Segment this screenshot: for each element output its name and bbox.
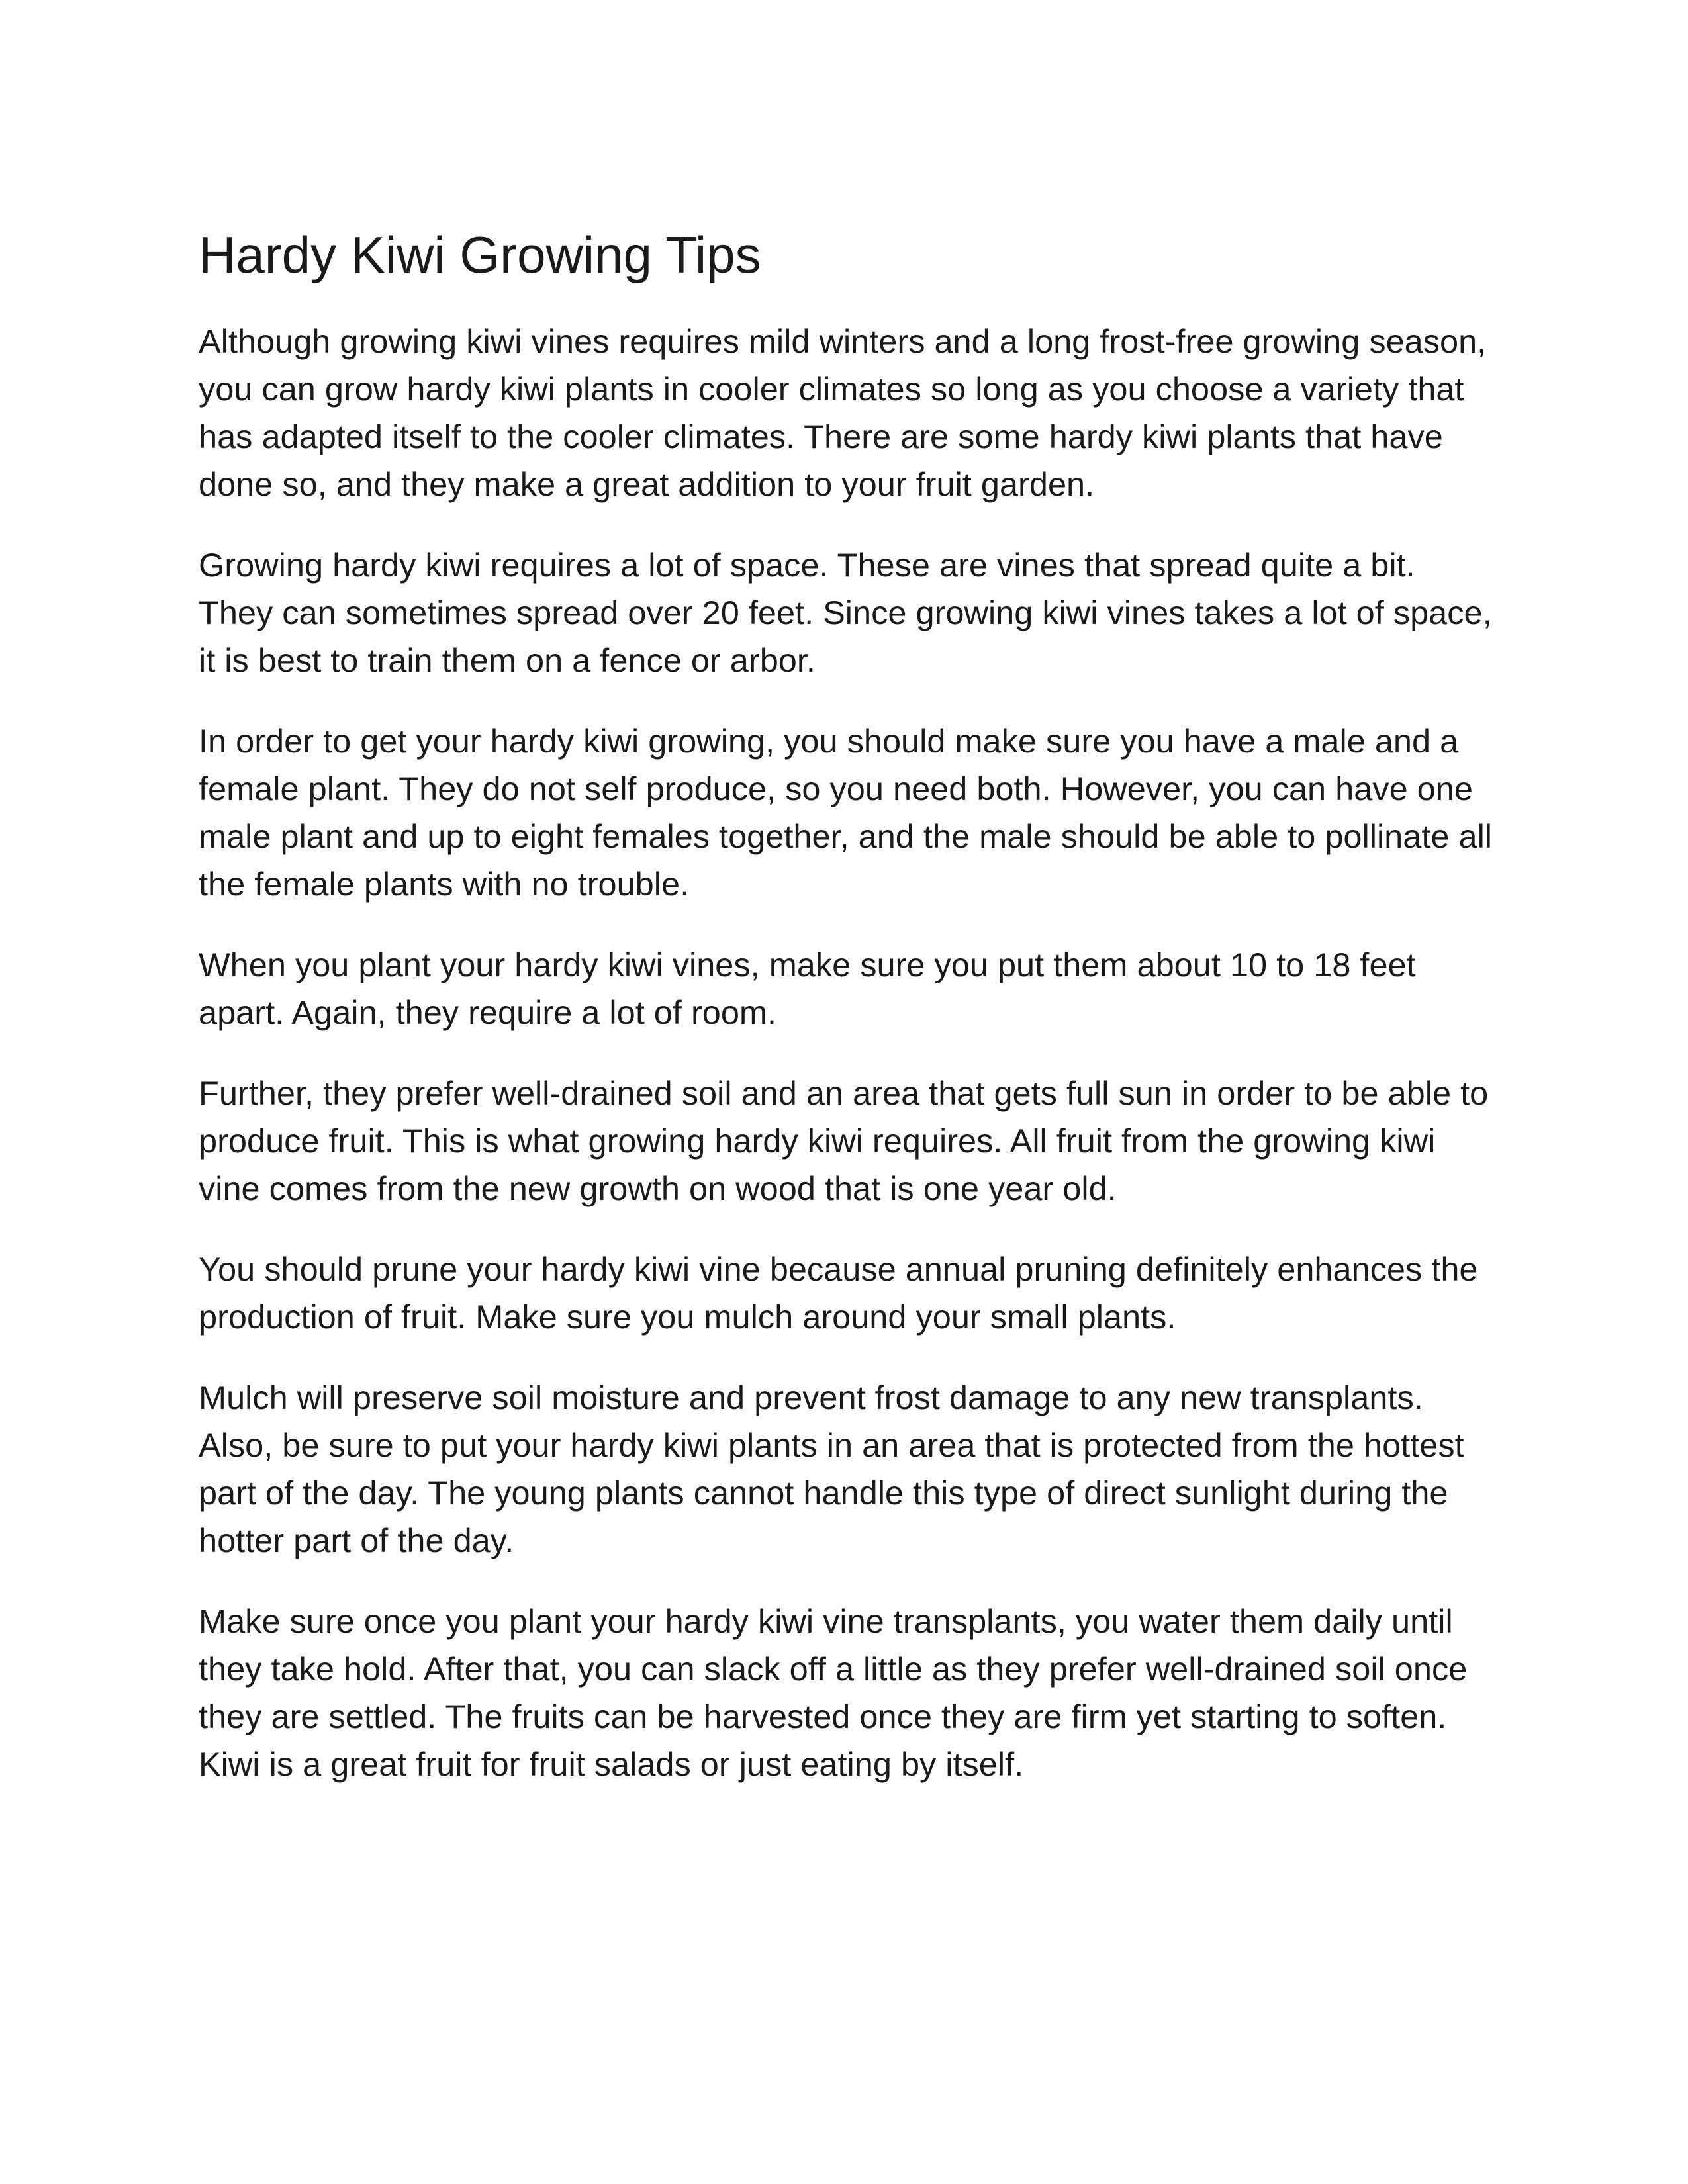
paragraph-1: Although growing kiwi vines requires mild winters and a long frost-free growing season, you can grow hardy kiwi plants in cooler climates so long as you choose a variety that has adapted itself to the cooler climates. There are some hardy kiwi plants that have done so, and they make a great addition to your fruit garden.: [199, 322, 1487, 503]
paragraph-5: Further, they prefer well-drained soil and an area that gets full sun in order to be able to produce fruit. This is what growing hardy kiwi requires. All fruit from the growing kiwi vine comes from the new growth on wood that is one year old.: [199, 1074, 1489, 1207]
paragraph-6: You should prune your hardy kiwi vine because annual pruning definitely enhances the production of fruit. Make sure you mulch around your small plants.: [199, 1250, 1478, 1336]
paragraph-3: In order to get your hardy kiwi growing, you should make sure you have a male and a female plant. They do not self produce, so you need both. However, you can have one male plant and up to eight females together, and the male should be able to pollinate all the female plants with no trouble.: [199, 722, 1493, 903]
paragraph-4: When you plant your hardy kiwi vines, make sure you put them about 10 to 18 feet apart. Again, they require a lot of room.: [199, 946, 1416, 1031]
paragraph-7: Mulch will preserve soil moisture and prevent frost damage to any new transplants. Also, be sure to put your hardy kiwi plants in an area that is protected from the hottest part of the day. The young plants cannot handle this type of direct sunlight during the hotter part of the day.: [199, 1379, 1464, 1559]
document-title: Hardy Kiwi Growing Tips: [199, 226, 761, 284]
paragraph-8: Make sure once you plant your hardy kiwi vine transplants, you water them daily until they take hold. After that, you can slack off a little as they prefer well-drained soil once they are settled. The fruits can be harvested once they are firm yet starting to soften. Kiwi is a great fruit for fruit salads or just eating by itself.: [199, 1602, 1468, 1783]
paragraph-2: Growing hardy kiwi requires a lot of space. These are vines that spread quite a bit. They can sometimes spread over 20 feet. Since growing kiwi vines takes a lot of space, it is best to train them on a fence or arbor.: [199, 546, 1492, 679]
document-body: [199, 218, 1496, 1788]
